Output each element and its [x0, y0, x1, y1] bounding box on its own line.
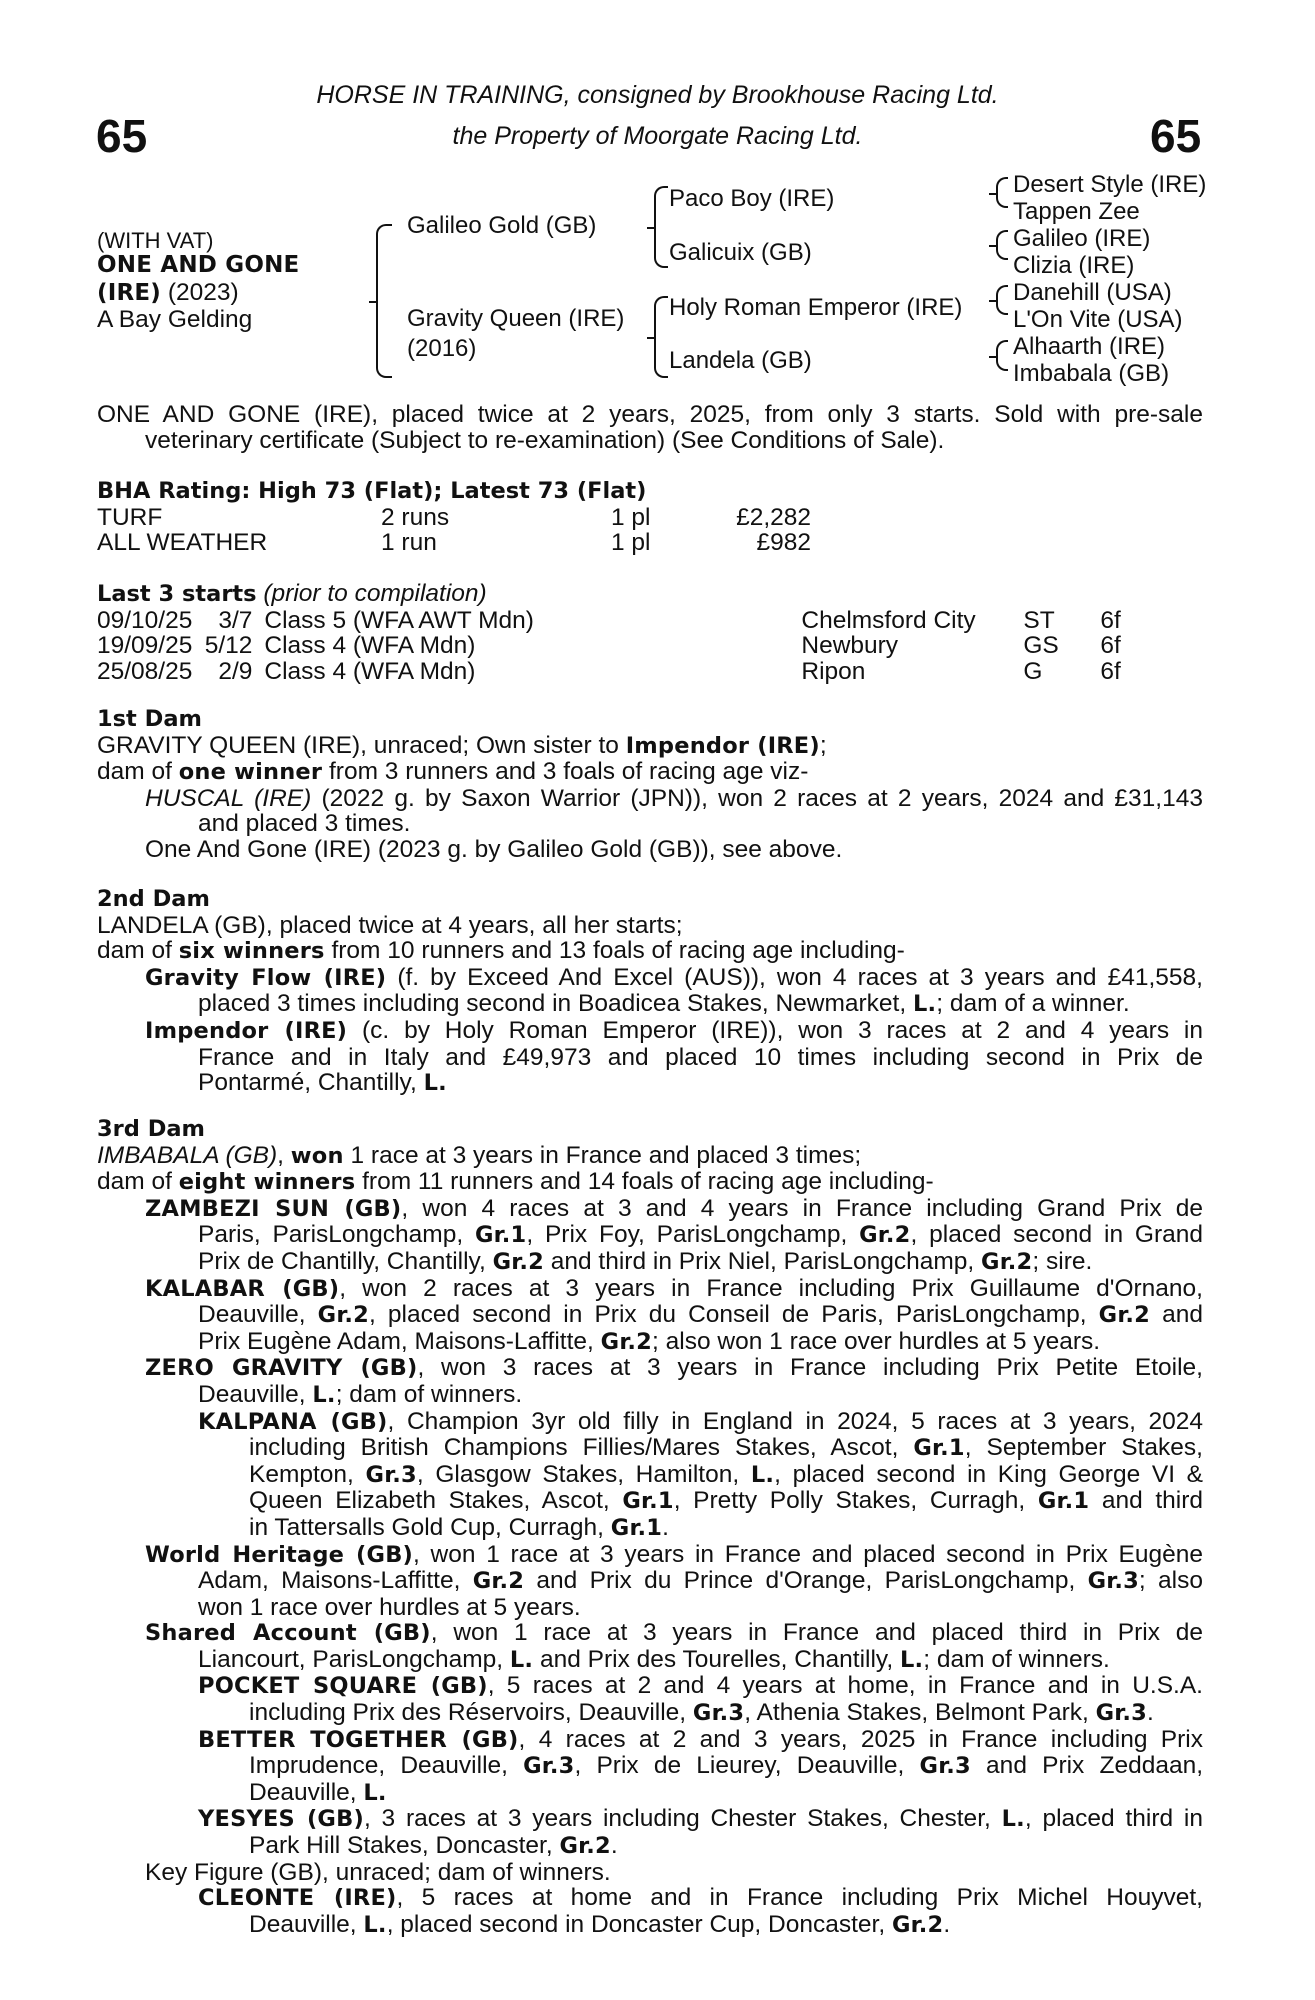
- text: Queen Elizabeth Stakes, Ascot,: [249, 1487, 623, 1515]
- text: ;: [819, 731, 827, 759]
- text: , September Stakes,: [964, 1434, 1203, 1462]
- text: , placed second in King George VI &: [774, 1460, 1203, 1488]
- third-dam-line: [97, 1355, 1203, 1382]
- text: Paris, ParisLongchamp,: [198, 1221, 475, 1249]
- text-bold: Gr.3: [919, 1753, 971, 1780]
- text: from 11 runners and 14 foals of racing age including-: [355, 1168, 934, 1196]
- start-course: Ripon: [801, 657, 866, 685]
- text-bold: L.: [363, 1779, 387, 1806]
- text: Liancourt, ParisLongchamp,: [198, 1645, 510, 1673]
- third-dam-line: [97, 1515, 1203, 1542]
- text: ; dam of winners.: [923, 1645, 1110, 1673]
- text-bold: Gr.1: [1037, 1488, 1090, 1515]
- third-dam-line: [97, 1143, 1203, 1170]
- third-dam-heading: 3rd Dam: [97, 1116, 205, 1142]
- text-bold: World Heritage (GB): [145, 1541, 414, 1568]
- third-dam-line: [97, 1382, 1203, 1409]
- third-dam-line: [97, 1542, 1203, 1569]
- rating-surface: ALL WEATHER: [97, 529, 268, 557]
- text-bold: L.: [912, 991, 937, 1018]
- text-bold: ZERO GRAVITY (GB): [145, 1355, 418, 1382]
- text: , Prix Foy, ParisLongchamp,: [526, 1221, 860, 1249]
- text: , 5 races at home and in France including Prix Michel Houyvet,: [396, 1884, 1203, 1912]
- horse-description: A Bay Gelding: [97, 306, 253, 333]
- text: , Prix de Lieurey, Deauville,: [574, 1752, 920, 1780]
- third-dam-line: [97, 1409, 1203, 1436]
- rating-placed: 1 pl: [611, 503, 651, 531]
- text: , Pretty Polly Stakes, Curragh,: [673, 1487, 1038, 1515]
- start-distance: 6f: [1100, 632, 1121, 660]
- text: Pontarmé, Chantilly,: [198, 1069, 424, 1097]
- start-position: 5/12: [204, 632, 253, 660]
- third-dam-line: [97, 1833, 1203, 1860]
- text: and Prix des Tourelles, Chantilly,: [533, 1645, 900, 1673]
- start-going: ST: [1023, 606, 1055, 634]
- pedigree-g1: Desert Style (IRE): [1013, 171, 1207, 198]
- first-dam-line: and placed 3 times.: [198, 810, 411, 838]
- third-dam-section: [97, 1117, 1203, 1938]
- pedigree-brace-main: [376, 224, 392, 378]
- text: (2022 g. by Saxon Warrior (JPN)), won 2 races at 2 years, 2024 and £31,143: [311, 784, 1203, 812]
- text-bold: L.: [750, 1461, 775, 1488]
- pedigree-brace-g2: [996, 230, 1008, 260]
- text: Imprudence, Deauville,: [249, 1752, 524, 1780]
- text-bold: Gr.2: [559, 1833, 611, 1860]
- pedigree-dam-sire: Holy Roman Emperor (IRE): [669, 294, 963, 321]
- second-dam-heading: 2nd Dam: [97, 886, 210, 912]
- pedigree-g5: Danehill (USA): [1013, 279, 1172, 306]
- text-bold: BETTER TOGETHER (GB): [198, 1726, 519, 1753]
- start-course: Newbury: [801, 632, 899, 660]
- text: placed 3 times including second in Boadicea Stakes, Newmarket,: [198, 990, 913, 1018]
- text-bold: Impendor (IRE): [145, 1017, 348, 1044]
- start-distance: 6f: [1100, 657, 1121, 685]
- text-bold: POCKET SQUARE (GB): [198, 1673, 488, 1700]
- text: ; dam of winners.: [335, 1380, 523, 1408]
- text: ; also: [1138, 1567, 1203, 1595]
- table-row: [97, 608, 1121, 634]
- text: , won 2 races at 3 years in France including Prix Guillaume d'Ornano,: [339, 1274, 1203, 1302]
- rating-runs: 2 runs: [381, 503, 450, 531]
- text-bold: Gravity Flow (IRE): [145, 964, 387, 991]
- pedigree-brace-g3: [996, 285, 1008, 315]
- text: (c. by Holy Roman Emperor (IRE)), won 3 races at 2 and 4 years in: [347, 1016, 1203, 1044]
- third-dam-line: [97, 1806, 1203, 1833]
- text-bold: Gr.3: [1087, 1568, 1139, 1595]
- start-date: 19/09/25: [97, 632, 193, 660]
- text-bold: L.: [363, 1911, 387, 1938]
- text-bold: Gr.1: [913, 1435, 965, 1462]
- third-dam-line: [97, 1912, 1203, 1939]
- text-bold: L.: [312, 1381, 336, 1408]
- start-date: 09/10/25: [97, 606, 193, 634]
- text: , placed second in Prix du Conseil de Paris, ParisLongchamp,: [369, 1301, 1099, 1329]
- text-bold: Gr.3: [365, 1461, 417, 1488]
- table-row: [97, 505, 811, 531]
- text: from 3 runners and 3 foals of racing age viz-: [322, 758, 809, 786]
- horse-year: (2023): [161, 279, 239, 306]
- text: GRAVITY QUEEN (IRE), unraced; Own sister to: [97, 731, 626, 759]
- text: .: [943, 1910, 951, 1938]
- rating-runs: 1 run: [381, 529, 437, 557]
- text: , Champion 3yr old filly in England in 2024, 5 races at 3 years, 2024: [387, 1407, 1204, 1435]
- second-dam-line: [97, 965, 1203, 992]
- third-dam-line: [97, 1222, 1203, 1249]
- third-dam-line: [97, 1276, 1203, 1303]
- second-dam-line: [97, 1018, 1203, 1045]
- text-bold: Gr.3: [692, 1700, 745, 1727]
- first-dam-line: [97, 733, 1203, 760]
- text-bold: L.: [423, 1070, 447, 1097]
- text: and third in Prix Niel, ParisLongchamp,: [543, 1247, 982, 1275]
- start-going: G: [1023, 657, 1043, 685]
- last-starts-table: [97, 608, 1121, 685]
- header-property: the Property of Moorgate Racing Ltd.: [452, 122, 863, 150]
- start-race: Class 4 (WFA Mdn): [264, 657, 476, 685]
- rating-surface: TURF: [97, 503, 163, 531]
- third-dam-line: won 1 race over hurdles at 5 years.: [198, 1593, 581, 1621]
- horse-country: (IRE): [97, 280, 162, 306]
- horse-name: ONE AND GONE: [97, 252, 300, 278]
- text: , won 1 race at 3 years in France and placed second in Prix Eugène: [413, 1540, 1204, 1568]
- third-dam-line: [97, 1727, 1203, 1754]
- last-starts-section: [97, 581, 1203, 684]
- text: (f. by Exceed And Excel (AUS)), won 4 races at 3 years and £41,558,: [386, 963, 1203, 991]
- start-date: 25/08/25: [97, 657, 193, 685]
- pedigree-dam-dam: Landela (GB): [669, 347, 812, 374]
- text: ; dam of a winner.: [936, 990, 1130, 1018]
- text: Adam, Maisons-Laffitte,: [198, 1567, 473, 1595]
- second-dam-section: [97, 887, 1203, 1097]
- third-dam-line: [97, 1885, 1203, 1912]
- text: , Athenia Stakes, Belmont Park,: [744, 1699, 1096, 1727]
- rating-table: [97, 505, 811, 556]
- start-position: 2/9: [218, 657, 253, 685]
- text-bold: CLEONTE (IRE): [198, 1885, 397, 1912]
- summary: [97, 402, 1203, 453]
- text-bold: six winners: [178, 938, 325, 965]
- pedigree-brace-g4: [996, 340, 1008, 371]
- table-row: [97, 530, 811, 556]
- lot-number-left: 65: [96, 110, 148, 162]
- rating-prize: £2,282: [736, 503, 811, 531]
- third-dam-line: [97, 1196, 1203, 1223]
- text-bold: Shared Account (GB): [145, 1620, 431, 1647]
- text-bold: Gr.3: [1095, 1700, 1147, 1727]
- text: , Glasgow Stakes, Hamilton,: [416, 1460, 751, 1488]
- text-bold: KALPANA (GB): [198, 1408, 388, 1435]
- text: , 5 races at 2 and 4 years at home, in France and in U.S.A.: [487, 1672, 1203, 1700]
- second-dam-line: LANDELA (GB), placed twice at 4 years, all her starts;: [97, 911, 683, 939]
- start-race: Class 5 (WFA AWT Mdn): [264, 606, 534, 634]
- text: ,: [277, 1141, 291, 1169]
- text: dam of: [97, 937, 179, 965]
- text: Prix Eugène Adam, Maisons-Laffitte,: [198, 1327, 601, 1355]
- text: ; sire.: [1032, 1247, 1093, 1275]
- start-race: Class 4 (WFA Mdn): [264, 632, 476, 660]
- pedigree-dam: Gravity Queen (IRE): [407, 305, 625, 332]
- text-bold: Gr.2: [472, 1568, 525, 1595]
- summary-line: ONE AND GONE (IRE), placed twice at 2 years, 2025, from only 3 starts. Sold with pre-sale: [97, 401, 1203, 428]
- pedigree-sire-dam: Galicuix (GB): [669, 239, 812, 266]
- vat-note: (WITH VAT): [97, 228, 214, 253]
- text: including Prix des Réservoirs, Deauville,: [249, 1699, 693, 1727]
- table-row: [97, 659, 1121, 685]
- pedigree-dam-year: (2016): [407, 335, 477, 362]
- third-dam-line: [97, 1462, 1203, 1489]
- second-dam-line: [97, 1070, 1203, 1097]
- horse-country-year: [97, 280, 239, 307]
- third-dam-line: [97, 1249, 1203, 1276]
- text: in Tattersalls Gold Cup, Curragh,: [249, 1513, 611, 1541]
- pedigree-g2: Tappen Zee: [1013, 198, 1140, 225]
- text-bold: Gr.2: [317, 1302, 370, 1329]
- text: 1 race at 3 years in France and placed 3 times;: [343, 1141, 862, 1169]
- text-bold: YESYES (GB): [198, 1806, 364, 1833]
- text-bold: L.: [899, 1646, 924, 1673]
- text: Deauville,: [198, 1301, 318, 1329]
- start-going: GS: [1023, 632, 1059, 660]
- text: , won 3 races at 3 years in France including Prix Petite Etoile,: [417, 1354, 1203, 1382]
- text: and third: [1089, 1487, 1204, 1515]
- lot-number-right: 65: [1150, 110, 1202, 162]
- first-dam-line: [97, 786, 1203, 812]
- text-bold: Gr.2: [891, 1911, 944, 1938]
- third-dam-line: [97, 1329, 1203, 1356]
- third-dam-line: [97, 1647, 1203, 1674]
- text: Deauville,: [249, 1778, 364, 1806]
- text-bold: Impendor (IRE): [625, 732, 820, 759]
- second-dam-line: [97, 938, 1203, 965]
- text-bold: Gr.2: [1098, 1302, 1151, 1329]
- third-dam-line: [97, 1673, 1203, 1700]
- text-bold: won: [290, 1142, 344, 1169]
- text: .: [1147, 1699, 1154, 1727]
- third-dam-line: [97, 1435, 1203, 1462]
- text: and: [1150, 1301, 1203, 1329]
- text-bold: ZAMBEZI SUN (GB): [145, 1195, 402, 1222]
- third-dam-line: [97, 1488, 1203, 1515]
- last-starts-heading-line: [97, 581, 1203, 608]
- third-dam-line: [97, 1753, 1203, 1780]
- text: and Prix du Prince d'Orange, ParisLongchamp,: [524, 1567, 1088, 1595]
- pedigree-sire: Galileo Gold (GB): [407, 212, 597, 239]
- third-dam-line: [97, 1700, 1203, 1727]
- third-dam-line: [97, 1620, 1203, 1647]
- text-bold: Gr.1: [610, 1514, 663, 1541]
- text-bold: Gr.3: [523, 1753, 575, 1780]
- table-row: [97, 633, 1121, 659]
- first-dam-heading: 1st Dam: [97, 706, 202, 732]
- text: and Prix Zeddaan,: [970, 1752, 1204, 1780]
- text-bold: Gr.2: [859, 1222, 911, 1249]
- text: Kempton,: [249, 1460, 366, 1488]
- text: , won 4 races at 3 and 4 years in France including Grand Prix de: [401, 1194, 1204, 1222]
- second-dam-line: [97, 991, 1203, 1018]
- text: .: [662, 1513, 669, 1541]
- text: ; also won 1 race over hurdles at 5 years.: [652, 1327, 1101, 1355]
- start-course: Chelmsford City: [801, 606, 976, 634]
- pedigree-brace-g1: [996, 177, 1008, 208]
- last-starts-heading: Last 3 starts: [97, 581, 257, 607]
- text-bold: Gr.1: [474, 1222, 527, 1249]
- text: Park Hill Stakes, Doncaster,: [249, 1832, 560, 1860]
- text-italic: HUSCAL (IRE): [145, 784, 312, 812]
- third-dam-line: Key Figure (GB), unraced; dam of winners.: [145, 1858, 611, 1886]
- text: , placed second in Doncaster Cup, Doncaster,: [386, 1910, 892, 1938]
- text: , 4 races at 2 and 3 years, 2025 in France including Prix: [518, 1725, 1204, 1753]
- pedigree-g7: Alhaarth (IRE): [1013, 333, 1166, 360]
- rating-heading: BHA Rating: High 73 (Flat); Latest 73 (Flat): [97, 478, 647, 504]
- second-dam-line: France and in Italy and £49,973 and placed 10 times including second in Prix de: [198, 1043, 1203, 1071]
- pedigree-g3: Galileo (IRE): [1013, 225, 1151, 252]
- rating-section: [97, 479, 1203, 556]
- start-distance: 6f: [1100, 606, 1121, 634]
- header-consignor: HORSE IN TRAINING, consigned by Brookhouse Racing Ltd.: [316, 81, 999, 109]
- text: , won 1 race at 3 years in France and placed third in Prix de: [430, 1619, 1203, 1647]
- text-bold: Gr.2: [492, 1248, 544, 1275]
- third-dam-line: [97, 1780, 1203, 1807]
- first-dam-section: [97, 707, 1203, 863]
- rating-placed: 1 pl: [611, 529, 651, 557]
- start-position: 3/7: [218, 606, 253, 634]
- pedigree-g6: L'On Vite (USA): [1013, 306, 1183, 333]
- text-bold: L.: [1001, 1806, 1025, 1833]
- text: Deauville,: [198, 1380, 313, 1408]
- text: from 10 runners and 13 foals of racing age including-: [324, 937, 905, 965]
- text-bold: one winner: [178, 759, 323, 786]
- first-dam-line: One And Gone (IRE) (2023 g. by Galileo Gold (GB)), see above.: [145, 835, 843, 863]
- text-italic: IMBABALA (GB): [97, 1141, 278, 1169]
- pedigree-g4: Clizia (IRE): [1013, 252, 1135, 279]
- text: , placed second in Grand: [910, 1221, 1203, 1249]
- text-bold: Gr.1: [622, 1488, 674, 1515]
- text-bold: Gr.2: [981, 1248, 1033, 1275]
- third-dam-line: [97, 1568, 1203, 1595]
- pedigree-brace-dam: [654, 296, 668, 378]
- text: dam of: [97, 1168, 179, 1196]
- text-bold: eight winners: [178, 1169, 356, 1196]
- text-bold: Gr.2: [600, 1328, 653, 1355]
- last-starts-note: (prior to compilation): [256, 580, 487, 607]
- text: including British Champions Fillies/Mares Stakes, Ascot,: [249, 1434, 914, 1462]
- text: dam of: [97, 758, 179, 786]
- text: Prix de Chantilly, Chantilly,: [198, 1247, 493, 1275]
- text: , placed third in: [1024, 1805, 1203, 1833]
- rating-prize: £982: [756, 529, 811, 557]
- third-dam-line: [97, 1169, 1203, 1196]
- text: , 3 races at 3 years including Chester Stakes, Chester,: [363, 1805, 1002, 1833]
- first-dam-line: [97, 759, 1203, 786]
- text-bold: KALABAR (GB): [145, 1275, 340, 1302]
- text: Deauville,: [249, 1910, 364, 1938]
- summary-line: veterinary certificate (Subject to re-examination) (See Conditions of Sale).: [145, 426, 945, 454]
- pedigree-g8: Imbabala (GB): [1013, 360, 1170, 387]
- pedigree-sire-sire: Paco Boy (IRE): [669, 185, 835, 212]
- text: .: [610, 1832, 618, 1860]
- third-dam-line: [97, 1302, 1203, 1329]
- pedigree-brace-sire: [654, 186, 668, 268]
- text-bold: L.: [509, 1646, 534, 1673]
